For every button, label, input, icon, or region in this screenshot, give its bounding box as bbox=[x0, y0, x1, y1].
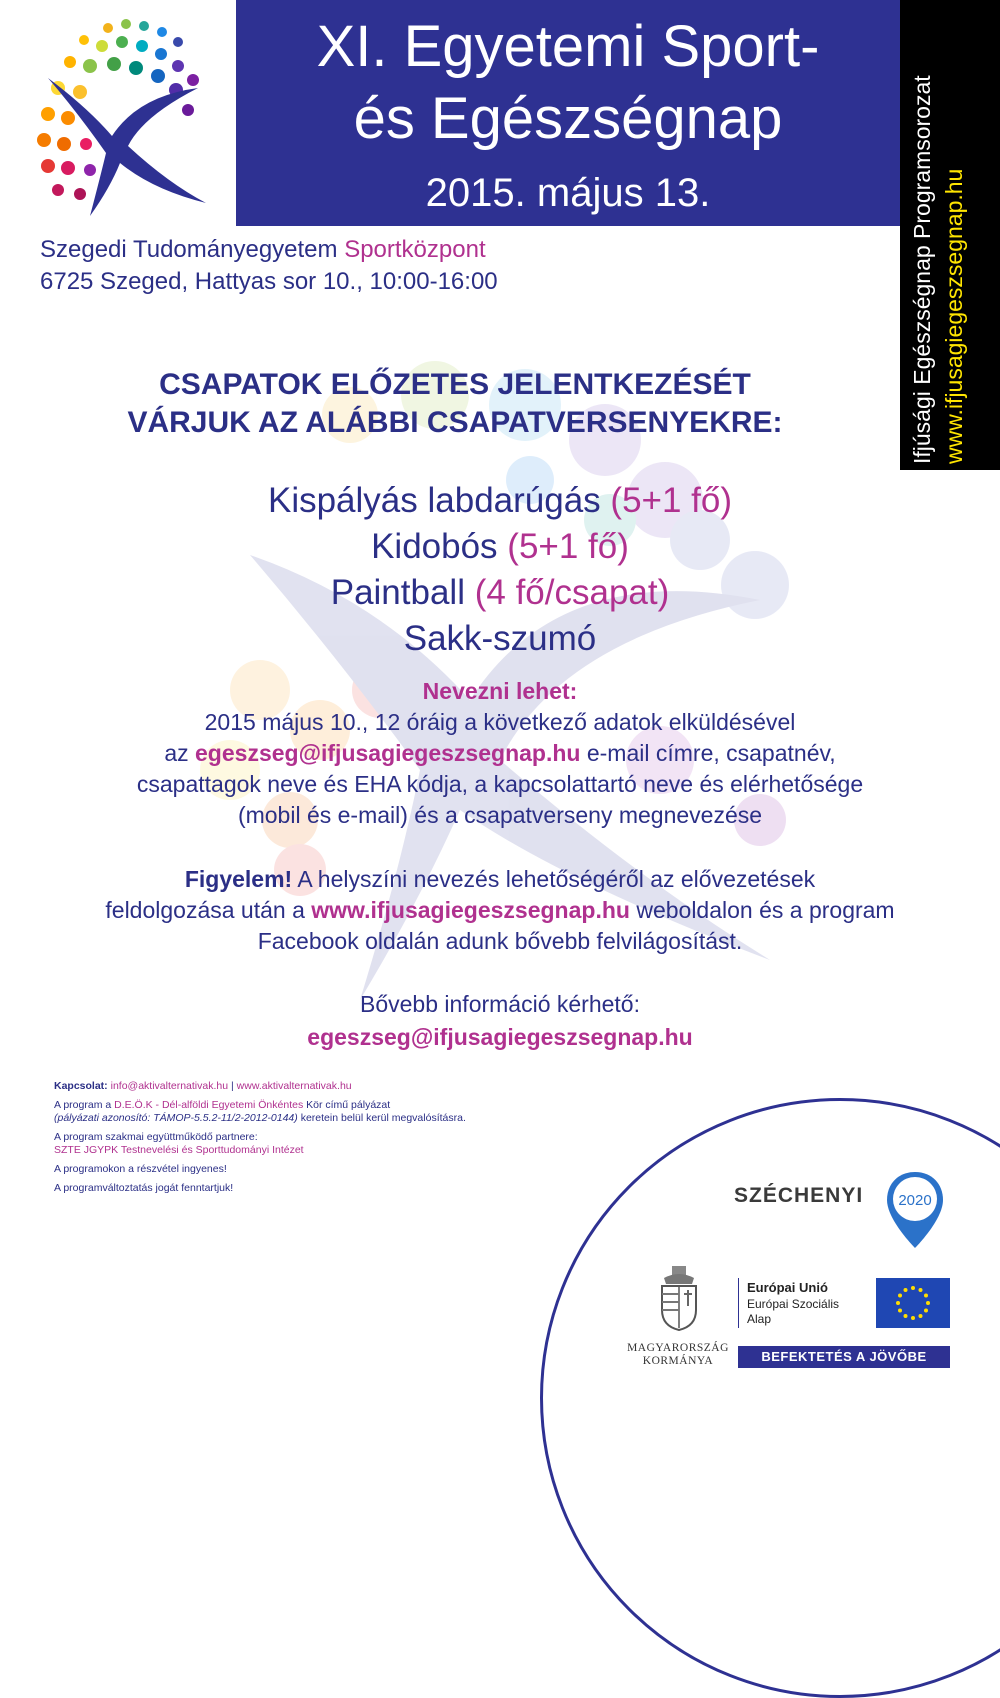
partner-name: SZTE JGYPK Testnevelési és Sporttudományi Intézet bbox=[54, 1144, 304, 1156]
eu-star-icon bbox=[904, 1288, 908, 1292]
venue-info bbox=[40, 234, 498, 298]
attention-text-3: Facebook oldalán adunk bővebb felvilágosítást. bbox=[257, 928, 743, 954]
event-detail: (5+1 fő) bbox=[610, 481, 733, 520]
event-date: 2015. május 13. bbox=[425, 171, 711, 215]
program-id-post: keretein belül kerül megvalósításra. bbox=[300, 1112, 466, 1124]
venue-center: Sportközpont bbox=[344, 236, 486, 263]
eu-line1: Európai Unió bbox=[747, 1280, 828, 1295]
list-item bbox=[0, 524, 1000, 570]
program-post: Kör című pályázat bbox=[306, 1099, 391, 1111]
szechenyi-logo-text: SZÉCHENYI bbox=[734, 1184, 864, 1207]
program-name: D.E.Ö.K - Dél-alföldi Egyetemi Önkéntes bbox=[114, 1099, 304, 1111]
eu-star-icon bbox=[911, 1286, 915, 1290]
contact-web-link[interactable]: www.aktivalternativak.hu bbox=[236, 1080, 352, 1092]
registration-details-2: (mobil és e-mail) és a csapatverseny megnevezése bbox=[237, 802, 763, 828]
event-name: Paintball bbox=[330, 573, 465, 612]
side-banner-series: Ifjúsági Egészségnap Programsorozat bbox=[909, 75, 935, 464]
registration-info bbox=[0, 676, 1000, 831]
hungary-crest-icon bbox=[656, 1264, 702, 1332]
eu-flag-icon bbox=[876, 1278, 950, 1328]
contact-separator: | bbox=[231, 1080, 234, 1092]
contact-label: Kapcsolat: bbox=[54, 1080, 108, 1092]
venue-university: Szegedi Tudományegyetem bbox=[40, 236, 338, 263]
event-title-line1: XI. Egyetemi Sport- bbox=[316, 14, 820, 79]
event-title-line2: és Egészségnap bbox=[353, 86, 783, 151]
eu-star-icon bbox=[904, 1314, 908, 1318]
eu-line3: Alap bbox=[747, 1312, 772, 1326]
event-detail: (4 fő/csapat) bbox=[474, 573, 670, 612]
title-banner bbox=[236, 0, 900, 226]
eu-star-icon bbox=[896, 1301, 900, 1305]
registration-details: csapattagok neve és EHA kódja, a kapcsolattartó neve és elérhetősége bbox=[136, 771, 864, 797]
list-item bbox=[0, 616, 1000, 662]
event-name: Kispályás labdarúgás bbox=[267, 481, 601, 520]
headline-line2: VÁRJUK AZ ALÁBBI CSAPATVERSENYEKRE: bbox=[127, 406, 783, 439]
invest-in-future-badge: BEFEKTETÉS A JÖVŐBE bbox=[738, 1346, 950, 1368]
program-pre: A program a bbox=[54, 1099, 112, 1111]
more-info-label: Bővebb információ kérhető: bbox=[360, 991, 640, 1017]
headline-line1: CSAPATOK ELŐZETES JELENTKEZÉSÉT bbox=[159, 368, 751, 401]
list-item bbox=[0, 570, 1000, 616]
venue-address: 6725 Szeged, Hattyas sor 10., 10:00-16:00 bbox=[40, 268, 498, 295]
call-for-teams-heading bbox=[40, 366, 870, 442]
attention-post: weboldalon és a program bbox=[636, 897, 895, 923]
eu-star-icon bbox=[919, 1288, 923, 1292]
eu-star-icon bbox=[898, 1294, 902, 1298]
eu-star-icon bbox=[919, 1314, 923, 1318]
event-detail: (5+1 fő) bbox=[507, 527, 629, 566]
list-item bbox=[0, 478, 1000, 524]
website-link[interactable]: www.ifjusagiegeszsegnap.hu bbox=[311, 897, 630, 923]
registration-post: e-mail címre, csapatnév, bbox=[586, 740, 836, 766]
partner-label: A program szakmai együttműködő partnere: bbox=[54, 1131, 258, 1143]
event-name: Kidobós bbox=[371, 527, 498, 566]
eu-star-icon bbox=[924, 1309, 928, 1313]
eu-star-icon bbox=[911, 1316, 915, 1320]
event-list bbox=[0, 478, 1000, 662]
registration-email-link[interactable]: egeszseg@ifjusagiegeszsegnap.hu bbox=[195, 740, 581, 766]
eu-line2: Európai Szociális bbox=[747, 1297, 840, 1311]
footer-notes bbox=[54, 1080, 574, 1201]
registration-heading: Nevezni lehet: bbox=[422, 678, 578, 704]
side-banner-website[interactable]: www.ifjusagiegeszsegnap.hu bbox=[941, 168, 967, 464]
eu-star-icon bbox=[926, 1301, 930, 1305]
gov-line2: KORMÁNYA bbox=[642, 1355, 714, 1367]
eu-star-icon bbox=[924, 1294, 928, 1298]
attention-pre: feldolgozása után a bbox=[105, 897, 305, 923]
attention-text: A helyszíni nevezés lehetőségéről az elővezetések bbox=[297, 866, 816, 892]
more-info bbox=[0, 988, 1000, 1054]
government-label bbox=[618, 1342, 738, 1368]
registration-deadline: 2015 május 10., 12 óráig a következő adatok elküldésével bbox=[204, 709, 796, 735]
free-participation: A programokon a részvétel ingyenes! bbox=[54, 1163, 227, 1175]
szechenyi-pin-icon bbox=[884, 1170, 946, 1250]
contact-email-link[interactable]: info@aktivalternativak.hu bbox=[110, 1080, 229, 1092]
attention-label: Figyelem! bbox=[184, 866, 293, 892]
eu-star-icon bbox=[898, 1309, 902, 1313]
attention-notice bbox=[0, 864, 1000, 957]
gov-line1: MAGYARORSZÁG bbox=[627, 1342, 729, 1354]
side-banner-text bbox=[906, 8, 994, 464]
changes-notice: A programváltoztatás jogát fenntartjuk! bbox=[54, 1182, 234, 1194]
registration-pre: az bbox=[164, 740, 189, 766]
more-info-email-link[interactable]: egeszseg@ifjusagiegeszsegnap.hu bbox=[307, 1024, 693, 1050]
event-name: Sakk-szumó bbox=[403, 619, 597, 658]
program-id: (pályázati azonosító: TÁMOP-5.5.2-11/2-2012-0144) bbox=[54, 1112, 298, 1124]
event-logo-icon bbox=[28, 18, 218, 218]
szechenyi-year: 2020 bbox=[898, 1192, 932, 1209]
